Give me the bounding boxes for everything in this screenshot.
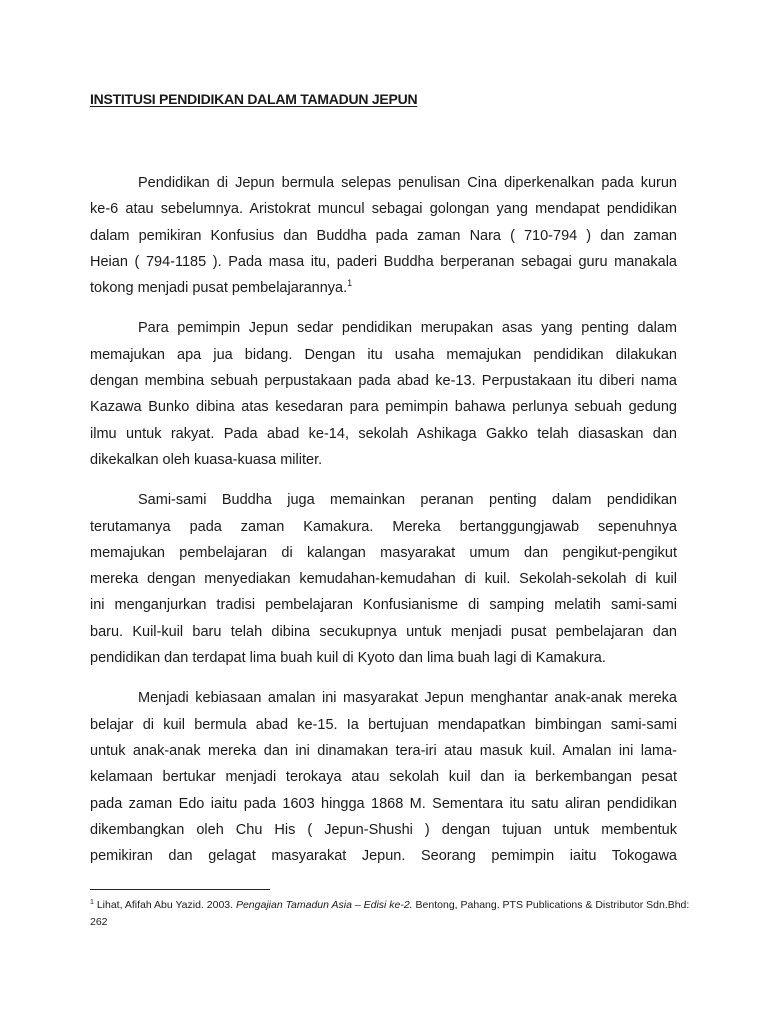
paragraph-line <box>90 447 677 473</box>
line-text: tokong menjadi pusat pembelajarannya. <box>90 280 348 297</box>
paragraph-line <box>90 619 677 645</box>
line-text: pendidikan dan terdapat lima buah kuil di Kyoto dan lima buah lagi di Kamakura. <box>90 650 606 667</box>
line-text: dalam pemikiran Konfusius dan Buddha pada zaman Nara ( 710-794 ) dan zaman <box>90 227 677 244</box>
line-text: ilmu untuk rakyat. Pada abad ke-14, sekolah Ashikaga Gakko telah diasaskan dan <box>90 425 677 442</box>
paragraph-line <box>90 342 677 368</box>
paragraph-line <box>90 843 677 869</box>
line-text: ini menganjurkan tradisi pembelajaran Konfusianisme di samping melatih sami-sami <box>90 597 677 614</box>
footnote-text-before: Lihat, Afifah Abu Yazid. 2003. <box>96 899 236 911</box>
line-text: mereka dengan menyediakan kemudahan-kemudahan di kuil. Sekolah-sekolah di kuil <box>90 571 677 588</box>
line-text: Pendidikan di Jepun bermula selepas penulisan Cina diperkenalkan pada kurun <box>138 175 677 191</box>
paragraph-line <box>90 592 677 618</box>
line-text: memajukan apa jua bidang. Dengan itu usaha memajukan pendidikan dilakukan <box>90 346 677 363</box>
paragraph <box>90 487 677 671</box>
footnote <box>90 897 690 931</box>
paragraph-line <box>90 275 677 301</box>
footnote-number: 1 <box>90 899 94 906</box>
document-body <box>90 170 677 883</box>
line-text: belajar di kuil bermula abad ke-15. Ia bertujuan mendapatkan bimbingan sami-sami <box>90 716 677 733</box>
paragraph-line <box>90 196 677 222</box>
paragraph-line <box>90 315 677 341</box>
line-text: terutamanya pada zaman Kamakura. Mereka bertanggungjawab sepenuhnya <box>90 518 677 535</box>
line-text: dengan membina sebuah perpustakaan pada abad ke-13. Perpustakaan itu diberi nama <box>90 373 677 390</box>
document-title: INSTITUSI PENDIDIKAN DALAM TAMADUN JEPUN <box>90 91 418 107</box>
footnote-text-after: Bentong, Pahang. PTS Publications & Distributor Sdn.Bhd: 262 <box>90 899 690 928</box>
line-text: Menjadi kebiasaan amalan ini masyarakat Jepun menghantar anak-anak mereka <box>138 690 677 707</box>
footnote-book-title: Pengajian Tamadun Asia – Edisi ke-2. <box>235 899 413 911</box>
line-text: Sami-sami Buddha juga memainkan peranan penting dalam pendidikan <box>138 492 677 509</box>
line-text: ke-6 atau sebelumnya. Aristokrat muncul sebagai golongan yang mendapat pendidikan <box>90 201 677 218</box>
line-text: Kazawa Bunko dibina atas kesedaran para pemimpin bahawa perlunya sebuah gedung <box>90 399 677 416</box>
paragraph-line <box>90 645 677 671</box>
line-text: pemikiran dan gelagat masyarakat Jepun. Seorang pemimpin iaitu Tokogawa <box>90 848 677 865</box>
line-text: untuk anak-anak mereka dan ini dinamakan tera-iri atau masuk kuil. Amalan ini lama- <box>90 742 677 759</box>
paragraph-line <box>90 249 677 275</box>
paragraph-line <box>90 223 677 249</box>
paragraph-line <box>90 791 677 817</box>
line-text: baru. Kuil-kuil baru telah dibina secukupnya untuk menjadi pusat pembelajaran dan <box>90 623 677 640</box>
line-text: memajukan pembelajaran di kalangan masyarakat umum dan pengikut-pengikut <box>90 544 677 561</box>
line-text: kelamaan bertukar menjadi terokaya atau sekolah kuil dan ia berkembangan pesat <box>90 769 677 786</box>
paragraph-line <box>90 566 677 592</box>
paragraph-line <box>90 368 677 394</box>
paragraph <box>90 685 677 869</box>
line-text: Para pemimpin Jepun sedar pendidikan merupakan asas yang penting dalam <box>138 320 677 337</box>
paragraph-line <box>90 712 677 738</box>
paragraph-line <box>90 540 677 566</box>
line-text: Heian ( 794-1185 ). Pada masa itu, paderi Buddha berperanan sebagai guru manakala <box>90 253 677 270</box>
paragraph-line <box>90 421 677 447</box>
line-text: pada zaman Edo iaitu pada 1603 hingga 1868 M. Sementara itu satu aliran pendidikan <box>90 795 677 812</box>
footnote-separator <box>90 889 270 890</box>
line-text: dikembangkan oleh Chu His ( Jepun-Shushi ) dengan tujuan untuk membentuk <box>90 821 677 838</box>
paragraph-line <box>90 685 677 711</box>
paragraph-line <box>90 394 677 420</box>
paragraph-line <box>90 514 677 540</box>
paragraph-line <box>90 487 677 513</box>
paragraph <box>90 170 677 301</box>
paragraph-line <box>90 817 677 843</box>
footnote-reference[interactable]: 1 <box>347 278 353 289</box>
paragraph-line <box>90 170 677 196</box>
paragraph-line <box>90 764 677 790</box>
paragraph-line <box>90 738 677 764</box>
line-text: dikekalkan oleh kuasa-kuasa militer. <box>90 451 323 468</box>
paragraph <box>90 315 677 473</box>
